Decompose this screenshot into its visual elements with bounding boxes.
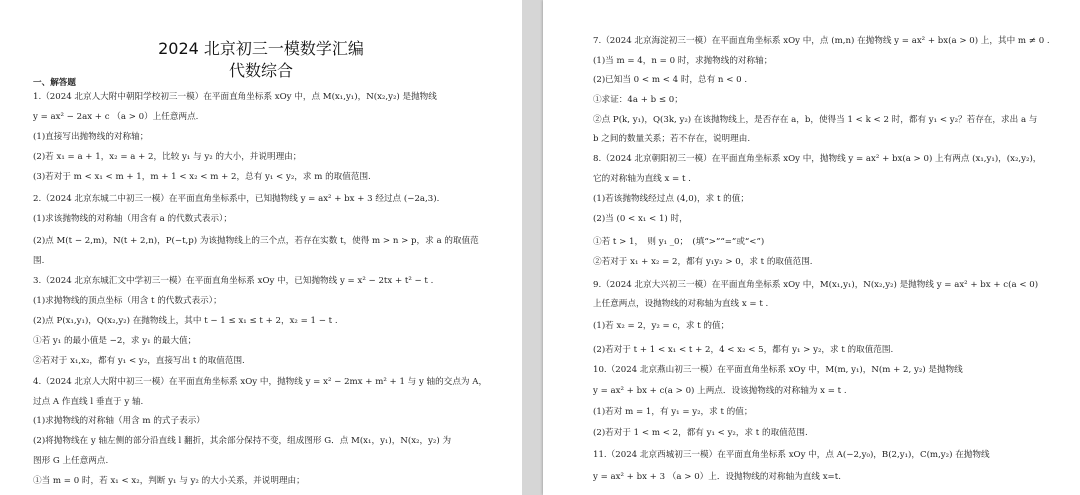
text-line: ①求证：4a + b ≤ 0； (593, 95, 683, 105)
section-heading: 一、解答题 (33, 78, 76, 88)
text-line: (2)已知当 0 < m < 4 时，总有 n < 0 . (593, 75, 748, 85)
text-line: 它的对称轴为直线 x = t . (593, 174, 691, 184)
text-line: (1)若对 m = 1，有 y₁ = y₂，求 t 的值； (593, 407, 753, 417)
text-line: y = ax² − 2ax + c （a > 0）上任意两点. (33, 112, 199, 122)
text-line: 2.（2024 北京东城二中初三一模）在平面直角坐标系中，已知抛物线 y = ax² + bx + 3 经过点 (−2a,3). (33, 194, 440, 204)
text-line: (2)点 M(t − 2,m)，N(t + 2,n)，P(−t,p) 为该抛物线上的三个点，若存在实数 t，使得 m > n > p，求 a 的取值范 (33, 236, 479, 246)
text-line: ①若 t > 1， 则 y₁ _0； (填“>”“=”或“<”) (593, 237, 765, 247)
text-line: (2)若对于 1 < m < 2，都有 y₁ < y₂，求 t 的取值范围. (593, 428, 808, 438)
text-line: 4.（2024 北京人大附中初三一模）在平面直角坐标系 xOy 中，抛物线 y = x² − 2mx + m² + 1 与 y 轴的交点为 A， (33, 377, 488, 387)
text-line: b 之间的数量关系；若不存在，说明理由. (593, 134, 751, 144)
text-line: (1)若该抛物线经过点 (4,0)，求 t 的值； (593, 194, 749, 204)
text-line: (1)直接写出抛物线的对称轴； (33, 132, 149, 142)
text-line: ②若对于 x₁,x₂，都有 y₁ < y₂，直接写出 t 的取值范围. (33, 356, 245, 366)
text-line: y = ax² + bx + 3 （a > 0）上．设抛物线的对称轴为直线 x=t. (593, 472, 841, 482)
text-line: 7.（2024 北京海淀初三一模）在平面直角坐标系 xOy 中，点 (m,n) 在抛物线 y = ax² + bx(a > 0) 上，其中 m ≠ 0 . (593, 36, 1050, 46)
text-line: 10.（2024 北京燕山初三一模）在平面直角坐标系 xOy 中，M(m, y₁)，N(m + 2, y₂) 是抛物线 (593, 365, 963, 375)
text-line: (2)若 x₁ = a + 1，x₂ = a + 2，比较 y₁ 与 y₂ 的大小，并说明理由； (33, 152, 302, 162)
document-page-right (543, 0, 1080, 495)
text-line: (1)若 x₂ = 2，y₂ = c，求 t 的值； (593, 321, 730, 331)
text-line: (1)求抛物线的顶点坐标（用含 t 的代数式表示）； (33, 296, 222, 306)
text-line: 9.（2024 北京大兴初三一模）在平面直角坐标系 xOy 中，M(x₁,y₁)，N(x₂,y₂) 是抛物线 y = ax² + bx + c(a < 0) (593, 280, 1039, 290)
page-gap (522, 0, 543, 495)
text-line: 围. (33, 256, 45, 266)
document-subtitle: 代数综合 (228, 61, 293, 80)
text-line: (2)点 P(x₁,y₁)，Q(x₂,y₂) 在抛物线上，其中 t − 1 ≤ x₁ ≤ t + 2，x₂ = 1 − t . (33, 316, 338, 326)
text-line: (1)当 m = 4，n = 0 时，求抛物线的对称轴； (593, 56, 773, 66)
text-line: ①当 m = 0 时，若 x₁ < x₂，判断 y₁ 与 y₂ 的大小关系，并说明理由； (33, 476, 305, 486)
text-line: (2)若对于 t + 1 < x₁ < t + 2，4 < x₂ < 5，都有 y₁ > y₂，求 t 的取值范围. (593, 345, 894, 355)
text-line: 8.（2024 北京朝阳初三一模）在平面直角坐标系 xOy 中，抛物线 y = ax² + bx(a > 0) 上有两点 (x₁,y₁)，(x₂,y₂)， (593, 154, 1042, 164)
text-line: (1)求该抛物线的对称轴（用含有 a 的代数式表示）； (33, 214, 232, 224)
text-line: ②点 P(k, y₁)，Q(3k, y₂) 在该抛物线上，是否存在 a，b，使得当 1 < k < 2 时，都有 y₁ < y₂？若存在，求出 a 与 (593, 115, 1038, 125)
text-line: (2)当 (0 < x₁ < 1) 时， (593, 214, 688, 224)
text-line: 图形 G 上任意两点. (33, 456, 109, 466)
text-line: 11.（2024 北京西城初三一模）在平面直角坐标系 xOy 中，点 A(−2,y₀)，B(2,y₁)，C(m,y₂) 在抛物线 (593, 450, 990, 460)
text-line: 1.（2024 北京人大附中朝阳学校初三一模）在平面直角坐标系 xOy 中，点 M(x₁,y₁)，N(x₂,y₂) 是抛物线 (33, 92, 437, 102)
document-page-left (0, 0, 522, 495)
text-line: 过点 A 作直线 l 垂直于 y 轴. (33, 397, 144, 407)
text-line: 上任意两点，设抛物线的对称轴为直线 x = t . (593, 299, 769, 309)
text-line: (1)求抛物线的对称轴（用含 m 的式子表示） (33, 416, 205, 426)
text-line: 3.（2024 北京东城汇文中学初三一模）在平面直角坐标系 xOy 中，已知抛物线 y = x² − 2tx + t² − t . (33, 276, 434, 286)
text-line: ①若 y₁ 的最小值是 −2，求 y₁ 的最大值； (33, 336, 197, 346)
text-line: ②若对于 x₁ + x₂ = 2，都有 y₁y₂ > 0，求 t 的取值范围. (593, 257, 813, 267)
text-line: (2)将抛物线在 y 轴左侧的部分沿直线 l 翻折，其余部分保持不变，组成图形 G．点 M(x₁，y₁)，N(x₂，y₂) 为 (33, 436, 452, 446)
document-title: 2024 北京初三一模数学汇编 (158, 39, 364, 58)
text-line: y = ax² + bx + c(a > 0) 上两点．设该抛物线的对称轴为 x = t . (593, 386, 847, 396)
text-line: (3)若对于 m < x₁ < m + 1，m + 1 < x₂ < m + 2，总有 y₁ < y₂，求 m 的取值范围. (33, 172, 371, 182)
